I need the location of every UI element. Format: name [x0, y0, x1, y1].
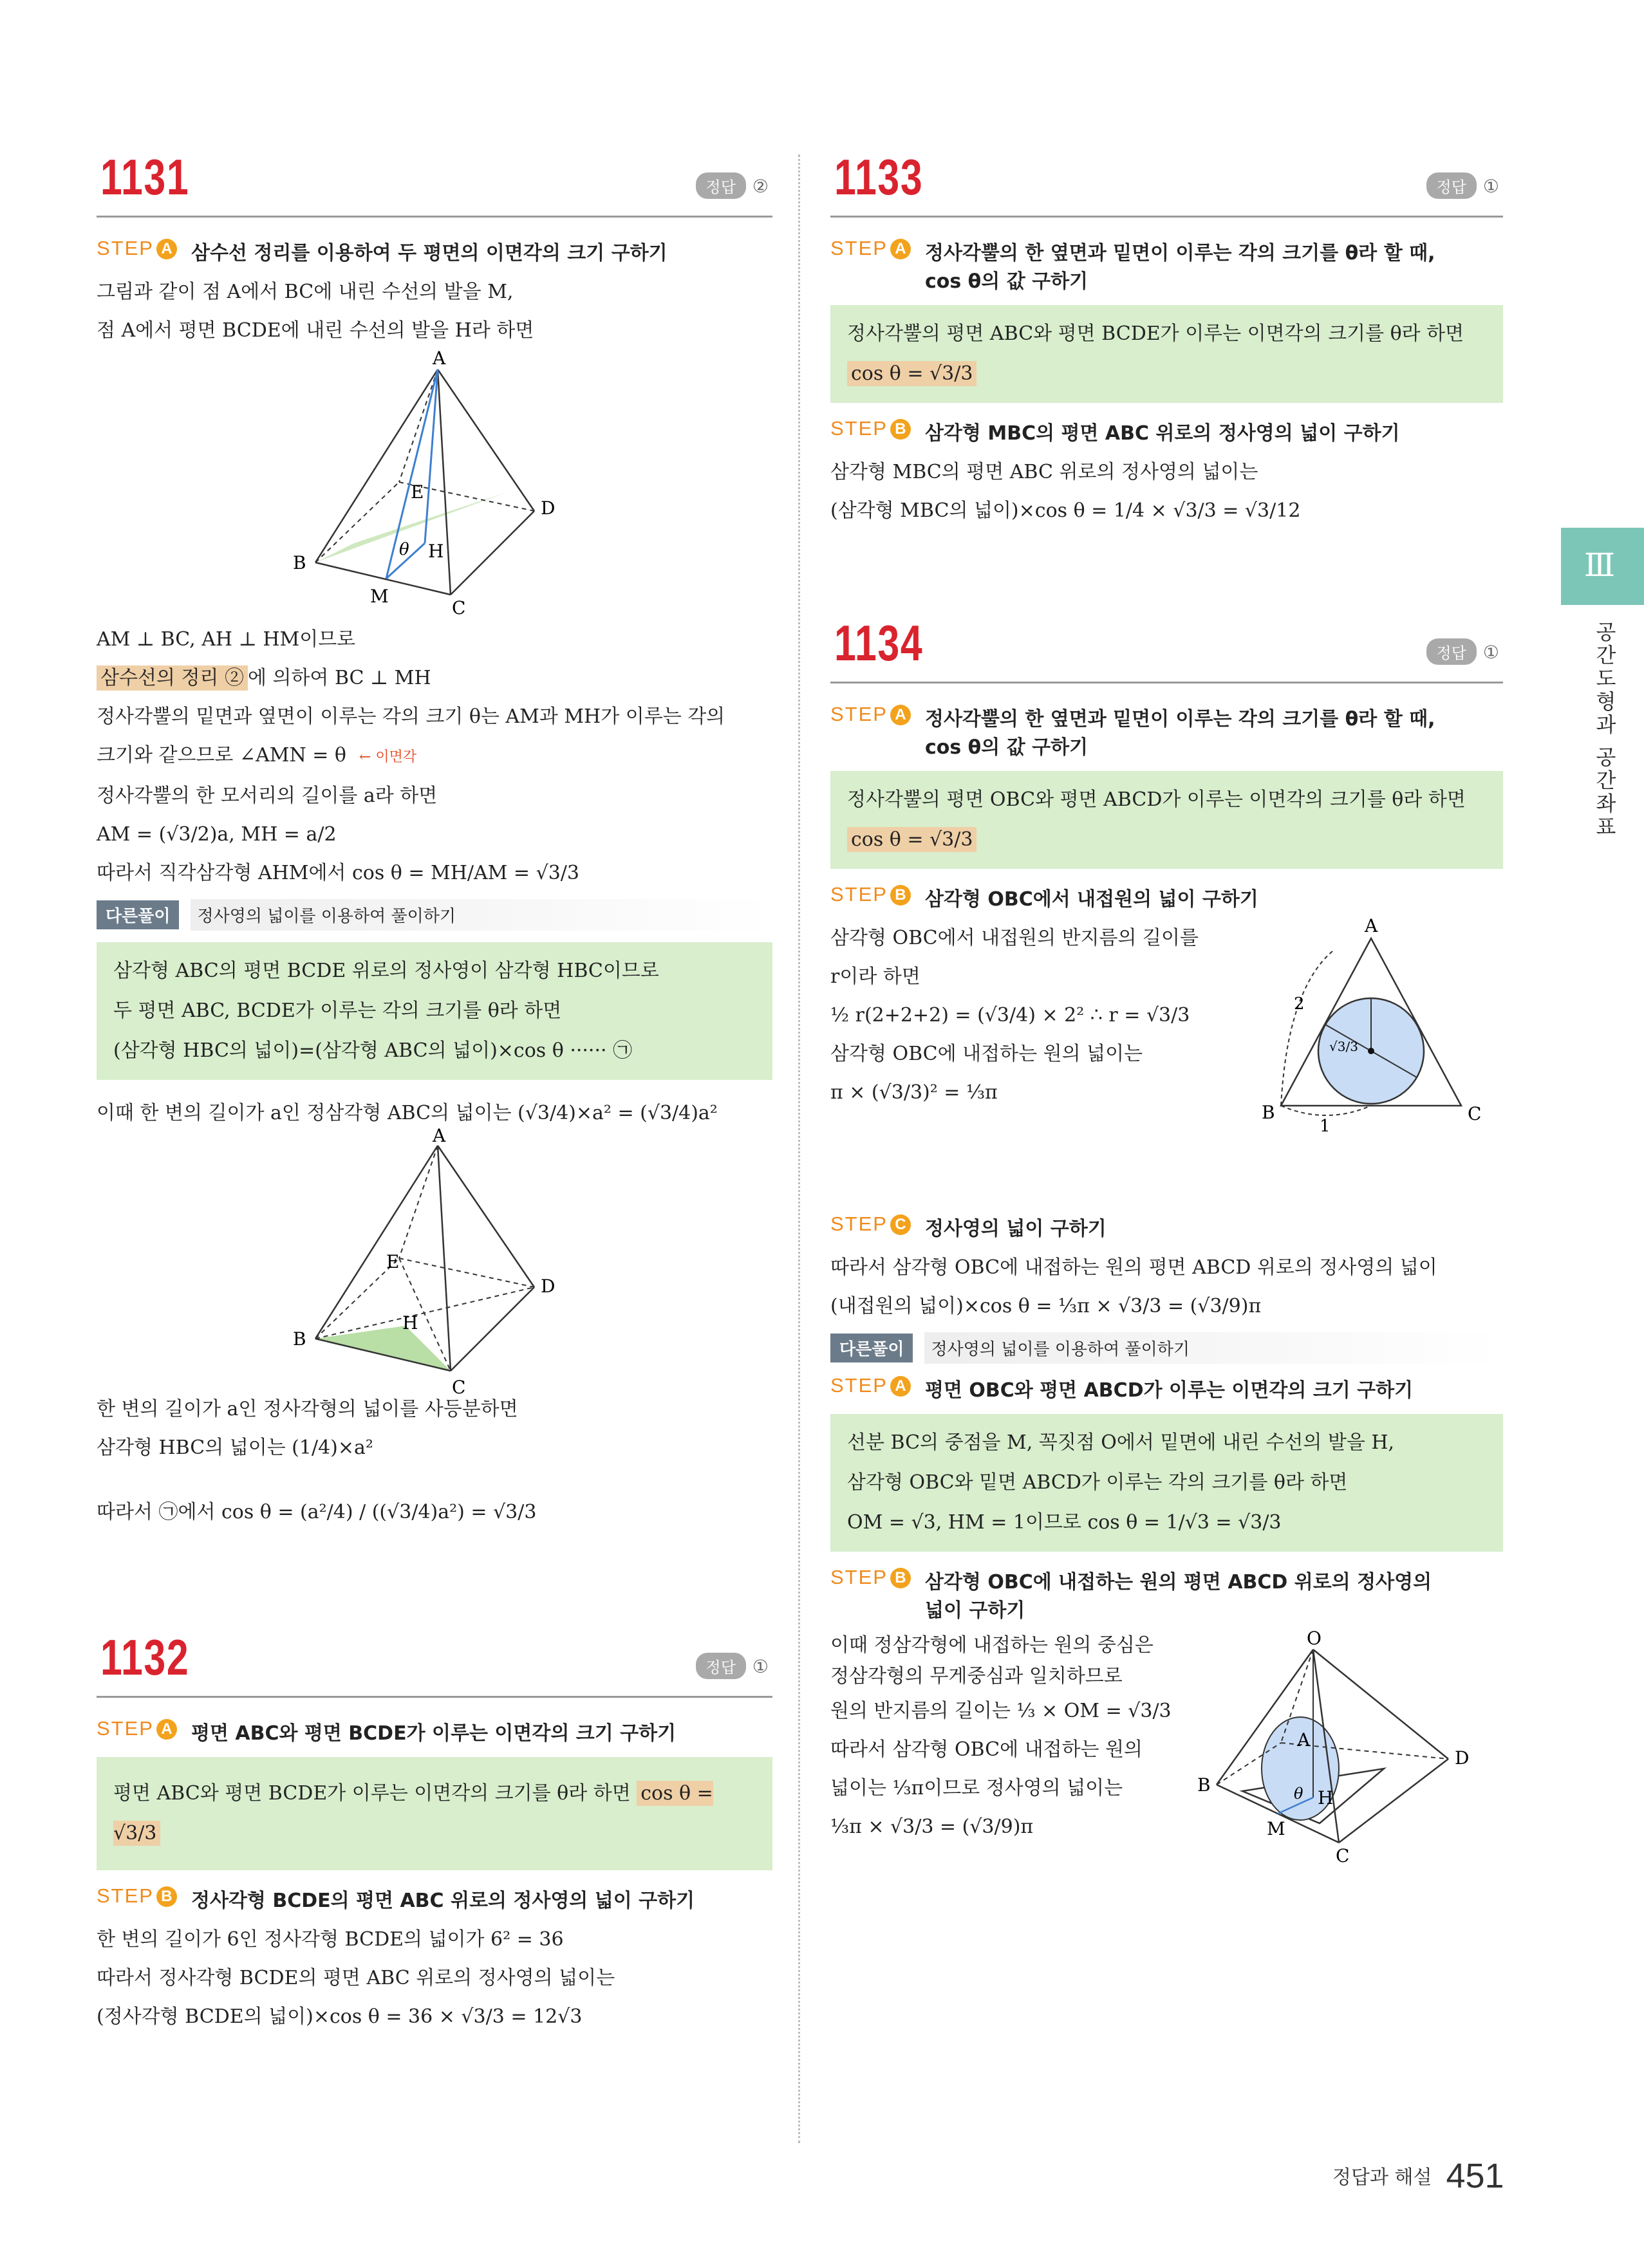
theorem-highlight: 삼수선의 정리 ②: [97, 665, 248, 691]
step-heading: STEP A 정사각뿔의 한 옆면과 밑면이 이루는 각의 크기를 θ라 할 때, cos θ의 값 구하기: [830, 703, 1435, 759]
solution-line: 따라서 삼각형 OBC에 내접하는 원의 평면 ABCD 위로의 정사영의 넓이: [830, 1256, 1437, 1279]
solution-line: 정사각뿔의 한 모서리의 길이를 a라 하면: [97, 785, 438, 807]
incircle-triangle-figure: [1242, 913, 1500, 1157]
label-B: B: [1262, 1102, 1275, 1123]
solution-line: 정사각뿔의 밑면과 옆면이 이루는 각의 크기 θ는 AM과 MH가 이루는 각의: [97, 705, 725, 728]
problem-number: 1132: [100, 1629, 190, 1686]
step-heading: STEP B 삼각형 MBC의 평면 ABC 위로의 정사영의 넓이 구하기: [830, 417, 1400, 445]
answer-badge: 정답 ①: [1426, 172, 1499, 199]
label-C: C: [1468, 1103, 1482, 1124]
label-H: H: [428, 541, 444, 562]
solution-line: 따라서 삼각형 OBC에 내접하는 원의: [830, 1738, 1143, 1761]
solution-line: 따라서 정사각형 BCDE의 평면 ABC 위로의 정사영의 넓이는: [97, 1967, 615, 1989]
problem-1133-header: [830, 148, 1503, 218]
column-divider: [798, 154, 800, 2143]
label-base: 1: [1320, 1117, 1331, 1136]
label-B: B: [1197, 1774, 1211, 1796]
answer-badge: 정답 ①: [696, 1653, 769, 1679]
problem-number: 1131: [100, 149, 190, 205]
label-M: M: [1267, 1818, 1285, 1839]
solution-line: 원의 반지름의 길이는 ⅓ × OM = √3/3: [830, 1700, 1172, 1722]
chapter-roman: Ⅲ: [1583, 546, 1616, 584]
label-D: D: [541, 1276, 556, 1297]
alt-box: 선분 BC의 중점을 M, 꼭짓점 O에서 밑면에 내린 수선의 발을 H, 삼각형 OBC와 밑면 ABCD가 이루는 각의 크기를 θ라 하면 OM = √3, HM = 1이므로 cos θ = 1/√3 = √3/3: [830, 1414, 1503, 1552]
label-C: C: [452, 597, 466, 618]
step-title: 삼수선 정리를 이용하여 두 평면의 이면각의 크기 구하기: [191, 242, 668, 265]
label-A: A: [1297, 1729, 1311, 1751]
solution-line: AM ⊥ BC, AH ⊥ HM이므로: [97, 628, 356, 651]
step-heading: STEP B 정사각형 BCDE의 평면 ABC 위로의 정사영의 넓이 구하기: [97, 1884, 695, 1912]
incircle-section: [830, 915, 1503, 1202]
step-heading: STEP B 삼각형 OBC에 내접하는 원의 평면 ABCD 위로의 정사영의 넓이 구하기: [830, 1566, 1432, 1622]
alternative-solution-tag: 다른풀이 정사영의 넓이를 이용하여 풀이하기: [830, 1332, 1503, 1364]
label-H: H: [402, 1312, 418, 1334]
solution-line: 따라서 직각삼각형 AHM에서 cos θ = MH/AM = √3/3: [97, 862, 579, 884]
solution-line: 삼각형 MBC의 평면 ABC 위로의 정사영의 넓이는: [830, 461, 1258, 483]
label-A: A: [433, 348, 446, 369]
alternative-solution-tag: 다른풀이 정사영의 넓이를 이용하여 풀이하기: [97, 899, 772, 931]
answer-label: 정답: [696, 172, 746, 199]
step-heading: STEP A 평면 OBC와 평면 ABCD가 이루는 이면각의 크기 구하기: [830, 1374, 1414, 1402]
dihedral-note: ← 이면각: [359, 749, 417, 765]
chapter-label: 공간도형과 공간좌표: [1593, 621, 1617, 839]
solution-line: 한 변의 길이가 a인 정사각형의 넓이를 사등분하면: [97, 1398, 518, 1420]
solution-line: (정사각형 BCDE의 넓이)×cos θ = 36 × √3/3 = 12√3: [97, 2005, 583, 2028]
step-heading: STEP C 정사영의 넓이 구하기: [830, 1213, 1107, 1240]
step-label: STEP A: [97, 237, 177, 260]
pyramid-incircle-figure: [1191, 1630, 1487, 1875]
problem-number: 1133: [834, 149, 924, 205]
problem-1132-header: [97, 1628, 772, 1698]
label-radius: √3/3: [1329, 1039, 1358, 1054]
label-C: C: [452, 1377, 466, 1398]
projection-section: [830, 1630, 1503, 1913]
solution-line: 삼각형 OBC에 내접하는 원의 넓이는: [830, 1043, 1143, 1065]
step-heading: STEP A 평면 ABC와 평면 BCDE가 이루는 이면각의 크기 구하기: [97, 1717, 677, 1745]
label-theta: θ: [1294, 1785, 1303, 1803]
step-heading: [97, 237, 772, 265]
label-B: B: [293, 1328, 306, 1350]
label-E: E: [386, 1251, 400, 1272]
page-number: 451: [1446, 2157, 1504, 2195]
solution-line: π × (√3/3)² = ⅓π: [830, 1081, 998, 1104]
solution-line: 한 변의 길이가 6인 정사각형 BCDE의 넓이가 6² = 36: [97, 1928, 564, 1951]
page-footer: 정답과 해설 451: [1332, 2157, 1504, 2195]
answer-badge: 정답 ①: [1426, 638, 1499, 665]
solution-line: (삼각형 MBC의 넓이)×cos θ = 1/4 × √3/3 = √3/12: [830, 499, 1301, 522]
result-box: 평면 ABC와 평면 BCDE가 이루는 이면각의 크기를 θ라 하면 cos θ = √3/3: [97, 1757, 772, 1870]
step-heading: STEP A 정사각뿔의 한 옆면과 밑면이 이루는 각의 크기를 θ라 할 때, cos θ의 값 구하기: [830, 237, 1435, 293]
problem-1131-header: [97, 148, 772, 218]
solution-line: r이라 하면: [830, 965, 920, 988]
solution-line: 크기와 같으므로 ∠AMN = θ ← 이면각: [97, 744, 417, 767]
label-O: O: [1307, 1628, 1322, 1649]
solution-line: AM = (√3/2)a, MH = a/2: [97, 823, 337, 846]
pyramid-figure-2: [290, 1125, 612, 1398]
solution-line: 따라서 ㉠에서 cos θ = (a²/4) / ((√3/4)a²) = √3/3: [97, 1501, 537, 1523]
chapter-tab: [1561, 528, 1644, 605]
problem-1134-header: [830, 614, 1503, 683]
solution-line: 이때 한 변의 길이가 a인 정삼각형 ABC의 넓이는 (√3/4)×a² = (√3/4)a²: [97, 1102, 718, 1124]
label-M: M: [370, 586, 389, 607]
label-A: A: [433, 1125, 446, 1146]
step-heading: STEP B 삼각형 OBC에서 내접원의 넓이 구하기: [830, 883, 1258, 911]
label-theta: θ: [399, 540, 409, 559]
solution-line: 점 A에서 평면 BCDE에 내린 수선의 발을 H라 하면: [97, 319, 534, 342]
label-D: D: [541, 497, 556, 519]
solution-line: (내접원의 넓이)×cos θ = ⅓π × √3/3 = (√3/9)π: [830, 1295, 1262, 1317]
result-box: 정사각뿔의 평면 ABC와 평면 BCDE가 이루는 이면각의 크기를 θ라 하면 cos θ = √3/3: [830, 305, 1503, 403]
answer-value: ②: [752, 176, 769, 197]
solution-line: 넓이는 ⅓π이므로 정사영의 넓이는: [830, 1777, 1123, 1799]
solution-line: ½ r(2+2+2) = (√3/4) × 2² ∴ r = √3/3: [830, 1004, 1190, 1027]
alt-box: 삼각형 ABC의 평면 BCDE 위로의 정사영이 삼각형 HBC이므로 두 평면 ABC, BCDE가 이루는 각의 크기를 θ라 하면 (삼각형 HBC의 넓이)=(삼각형 ABC의 넓이)×cos θ ······ ㉠: [97, 942, 772, 1080]
left-column: [97, 148, 772, 2036]
problem-number: 1134: [834, 615, 924, 671]
solution-line: 삼각형 OBC에서 내접원의 반지름의 길이를: [830, 927, 1199, 949]
solution-line: 이때 정삼각형에 내접하는 원의 중심은: [830, 1634, 1154, 1657]
label-C: C: [1336, 1845, 1350, 1866]
solution-line: 그림과 같이 점 A에서 BC에 내린 수선의 발을 M,: [97, 281, 514, 303]
right-column: [830, 148, 1503, 1913]
label-B: B: [293, 552, 306, 573]
label-A: A: [1365, 915, 1378, 936]
pyramid-figure-1: [290, 348, 612, 618]
solution-line: 삼수선의 정리 ② 에 의하여 BC ⊥ MH: [97, 659, 772, 698]
label-side: 2: [1294, 994, 1305, 1014]
solution-line: 정삼각형의 무게중심과 일치하므로: [830, 1665, 1123, 1687]
result-box: 정사각뿔의 평면 OBC와 평면 ABCD가 이루는 이면각의 크기를 θ라 하면 cos θ = √3/3: [830, 771, 1503, 869]
label-H: H: [1318, 1787, 1334, 1808]
label-E: E: [411, 481, 424, 503]
solution-line: ⅓π × √3/3 = (√3/9)π: [830, 1816, 1034, 1838]
answer-badge: [696, 172, 769, 199]
solution-line: 삼각형 HBC의 넓이는 (1/4)×a²: [97, 1436, 373, 1459]
label-D: D: [1455, 1747, 1470, 1769]
